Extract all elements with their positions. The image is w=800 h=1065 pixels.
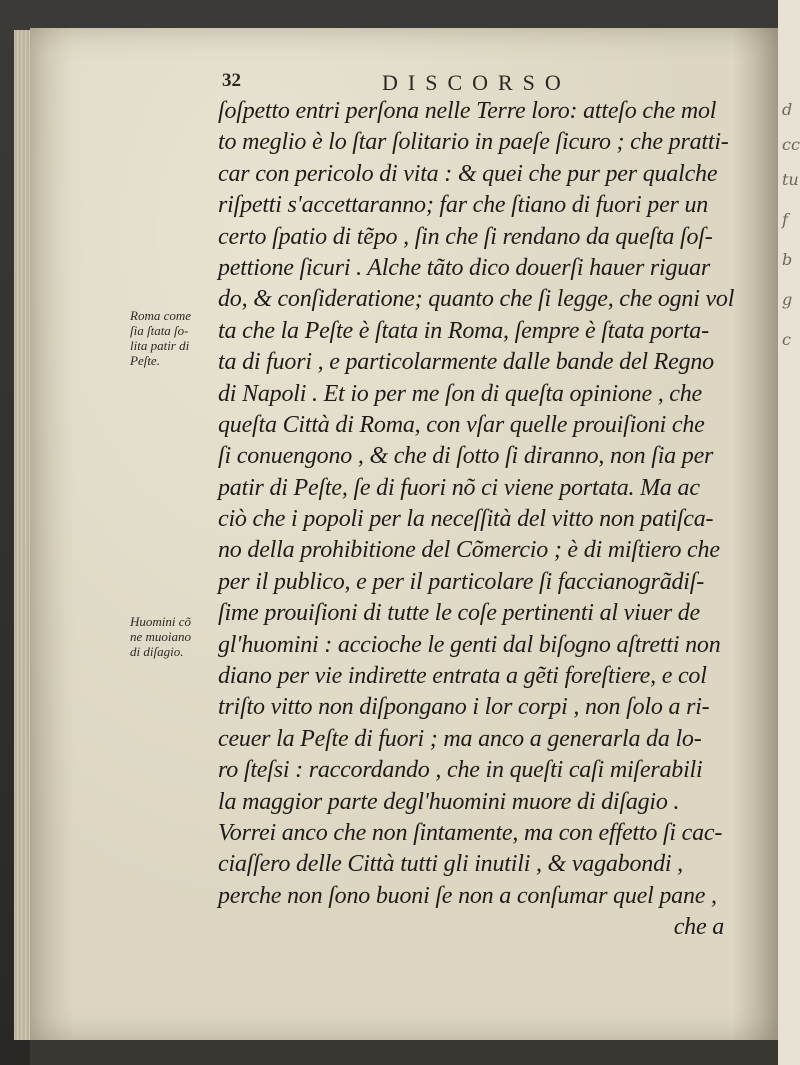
facing-page-letter: b (782, 250, 793, 269)
facing-page-letter: tu (782, 170, 799, 189)
text-line: to meglio è lo ſtar ſolitario in paeſe ſicuro ; che pratti- (218, 129, 729, 156)
margin-note-line: di diſagio. (130, 644, 184, 659)
text-line: certo ſpatio di tẽpo , ſin che ſi rendano da queſta ſoſ- (218, 223, 713, 250)
facing-page-letter: d (782, 100, 793, 119)
page-number: 32 (222, 70, 241, 91)
body-text (218, 96, 748, 944)
text-line: ta di fuori , e particolarmente dalle bande del Regno (218, 349, 714, 376)
facing-page-letter: cc (782, 135, 800, 154)
text-line: gl'huomini : accioche le genti dal biſogno aſtretti non (218, 631, 721, 658)
text-line: la maggior parte degl'huomini muore di diſagio . (218, 788, 680, 815)
margin-note-line: ne muoiano (130, 629, 192, 644)
text-line: patir di Peſte, ſe di fuori nõ ci viene portata. Ma ac (218, 474, 700, 501)
text-line: queſta Città di Roma, con vſar quelle prouiſioni che (218, 411, 705, 438)
text-line: riſpetti s'accettaranno; far che ſtiano di fuori per un (218, 192, 709, 219)
running-head: DISCORSO (382, 70, 571, 95)
margin-note-line: lita patir di (130, 338, 190, 353)
scan-bottom-edge (30, 1040, 778, 1065)
text-line: no della prohibitione del Cõmercio ; è di miſtiero che (218, 537, 720, 564)
margin-note-line: ſia ſtata ſo- (130, 323, 189, 338)
text-line: perche non ſono buoni ſe non a conſumar quel pane , (218, 882, 717, 909)
facing-page-letter: g (782, 290, 793, 309)
text-line: ro ſteſsi : raccordando , che in queſti caſi miſerabili (218, 757, 703, 784)
facing-page-letter: c (782, 330, 791, 349)
text-line: diano per vie indirette entrata a gẽti foreſtiere, e col (218, 663, 707, 690)
text-line: triſto vitto non diſpongano i lor corpi , non ſolo a ri- (218, 694, 710, 721)
text-line: pettione ſicuri . Alche tãto dico douerſi hauer riguar (218, 254, 711, 281)
text-line: ſoſpetto entri perſona nelle Terre loro: atteſo che mol (218, 98, 717, 124)
text-line: ſi conuengono , & che di ſotto ſi diranno, non ſia per (218, 443, 714, 470)
text-line: ceuer la Peſte di fuori ; ma anco a generarla da lo- (218, 725, 702, 752)
text-line: ciaſſero delle Città tutti gli inutili , & vagabondi , (218, 851, 683, 878)
text-line: di Napoli . Et io per me ſon di queſta opinione , che (218, 380, 703, 407)
catchword: che a (673, 914, 724, 941)
text-line: per il publico, e per il particolare ſi faccianogrãdiſ- (218, 568, 705, 595)
margin-note-hardship (130, 614, 220, 659)
facing-page-sliver (778, 0, 800, 1065)
margin-note-line: Roma come (130, 308, 192, 323)
margin-note-rome (130, 308, 220, 368)
text-line: ſime prouiſioni di tutte le coſe pertinenti al viuer de (218, 600, 701, 627)
margin-note-line: Peſte. (130, 353, 160, 368)
margin-note-line: Huomini cõ (130, 614, 192, 629)
text-line: ciò che i popoli per la neceſſità del vitto non patiſca- (218, 506, 714, 533)
text-line: car con pericolo di vita : & quei che pur per qualche (218, 160, 718, 187)
text-line: ta che la Peſte è ſtata in Roma, ſempre è ſtata porta- (218, 317, 709, 344)
text-line: Vorrei anco che non ſintamente, ma con effetto ſi cac- (218, 819, 723, 846)
text-line: do, & conſideratione; quanto che ſi legge, che ogni vol (218, 286, 735, 313)
facing-page-letter: f (782, 210, 788, 229)
